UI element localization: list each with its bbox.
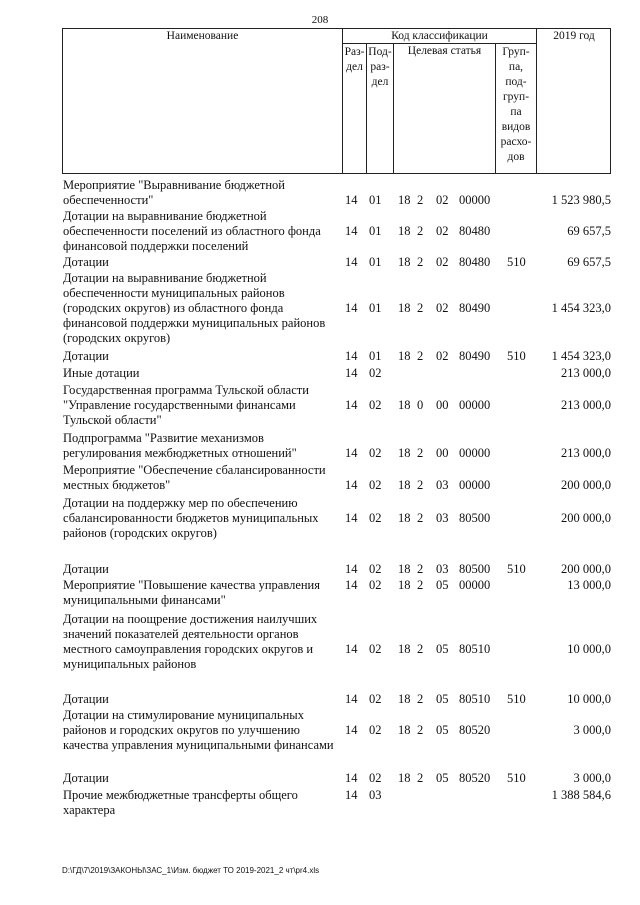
cell-target-program: 18 — [398, 692, 411, 706]
cell-amount: 200 000,0 — [561, 478, 611, 492]
header-razdel: Раз- дел — [344, 46, 365, 73]
cell-target-direction: 80480 — [459, 224, 491, 238]
cell-razdel: 14 — [345, 511, 358, 525]
table-header — [62, 28, 611, 174]
cell-amount: 1 523 980,5 — [551, 193, 611, 207]
row-name: Мероприятие "Выравнивание бюджетной обеспеченности" — [63, 178, 285, 207]
row-name: Иные дотации — [63, 366, 140, 380]
cell-razdel: 14 — [345, 642, 358, 656]
cell-target-direction: 00000 — [459, 478, 491, 492]
header-podrazdel: Под- раз- дел — [368, 46, 392, 88]
row-name: Дотации — [63, 771, 109, 785]
row-name: Дотации — [63, 692, 109, 706]
cell-razdel: 14 — [345, 366, 358, 380]
cell-razdel: 14 — [345, 692, 358, 706]
row-name: Государственная программа Тульской области "Управление государственными финансами Тульской области" — [63, 383, 309, 427]
cell-target-subprogram: 2 — [417, 692, 424, 706]
cell-razdel: 14 — [345, 446, 358, 460]
row-name: Дотации — [63, 349, 109, 363]
cell-target-program: 18 — [398, 446, 411, 460]
cell-amount: 1 454 323,0 — [551, 349, 611, 363]
cell-podrazdel: 02 — [369, 692, 382, 706]
row-name: Прочие межбюджетные трансферты общего характера — [63, 788, 298, 817]
cell-target-program: 18 — [398, 193, 411, 207]
table-row — [63, 612, 611, 672]
cell-target-subprogram: 2 — [417, 562, 424, 576]
cell-razdel: 14 — [345, 255, 358, 269]
file-path: D:\ГД\7\2019\ЗАКОНЫ\ЗАС_1\Изм. бюджет ТО 2019-2021_2 чт\pr4.xls — [62, 866, 320, 875]
page-number: 208 — [311, 14, 329, 26]
cell-amount: 10 000,0 — [567, 692, 611, 706]
cell-podrazdel: 02 — [369, 642, 382, 656]
row-name: Подпрограмма "Развитие механизмов регулирования межбюджетных отношений" — [63, 431, 297, 460]
cell-razdel: 14 — [345, 398, 358, 412]
cell-razdel: 14 — [345, 478, 358, 492]
cell-podrazdel: 02 — [369, 723, 382, 737]
table-row — [63, 771, 611, 786]
header-target: Целевая статья — [407, 45, 482, 57]
cell-target-subprogram: 2 — [417, 349, 424, 363]
cell-target-direction: 80500 — [459, 511, 491, 525]
cell-target-direction: 80500 — [459, 562, 491, 576]
cell-podrazdel: 01 — [369, 193, 382, 207]
table-row — [63, 578, 611, 608]
cell-podrazdel: 02 — [369, 478, 382, 492]
cell-target-subprogram: 0 — [417, 398, 424, 412]
cell-target-direction: 80520 — [459, 723, 491, 737]
row-name: Дотации на выравнивание бюджетной обеспеченности поселений из областного фонда финансовой поддержки поселений — [63, 209, 321, 253]
cell-podrazdel: 02 — [369, 366, 382, 380]
table-row — [63, 496, 611, 541]
row-name: Мероприятие "Повышение качества управления муниципальными финансами" — [63, 578, 320, 607]
table-row — [63, 431, 611, 461]
cell-razdel: 14 — [345, 788, 358, 802]
table-row — [63, 255, 611, 270]
cell-podrazdel: 02 — [369, 578, 382, 592]
cell-amount: 3 000,0 — [573, 771, 611, 785]
cell-razdel: 14 — [345, 578, 358, 592]
cell-target-program: 18 — [398, 723, 411, 737]
cell-razdel: 14 — [345, 562, 358, 576]
cell-amount: 69 657,5 — [567, 255, 611, 269]
cell-target-subprogram: 2 — [417, 255, 424, 269]
cell-amount: 69 657,5 — [567, 224, 611, 238]
cell-target-direction: 80520 — [459, 771, 491, 785]
cell-target-program: 18 — [398, 398, 411, 412]
cell-target-subprogram: 2 — [417, 193, 424, 207]
cell-podrazdel: 01 — [369, 224, 382, 238]
cell-razdel: 14 — [345, 224, 358, 238]
cell-target-event: 03 — [436, 562, 449, 576]
cell-target-program: 18 — [398, 255, 411, 269]
table-row — [63, 692, 611, 707]
cell-target-program: 18 — [398, 771, 411, 785]
cell-amount: 13 000,0 — [567, 578, 611, 592]
header-name: Наименование — [166, 30, 239, 42]
table-row — [63, 366, 611, 381]
cell-razdel: 14 — [345, 301, 358, 315]
cell-target-direction: 00000 — [459, 578, 491, 592]
cell-podrazdel: 02 — [369, 446, 382, 460]
row-name: Дотации — [63, 255, 109, 269]
cell-target-event: 05 — [436, 642, 449, 656]
cell-target-event: 05 — [436, 692, 449, 706]
cell-target-event: 00 — [436, 446, 449, 460]
cell-target-subprogram: 2 — [417, 446, 424, 460]
cell-target-direction: 80510 — [459, 692, 491, 706]
row-name: Дотации — [63, 562, 109, 576]
table-row — [63, 562, 611, 577]
cell-podrazdel: 01 — [369, 301, 382, 315]
cell-target-event: 03 — [436, 478, 449, 492]
cell-amount: 200 000,0 — [561, 562, 611, 576]
cell-razdel: 14 — [345, 193, 358, 207]
cell-amount: 1 388 584,6 — [551, 788, 611, 802]
cell-podrazdel: 02 — [369, 511, 382, 525]
table-row — [63, 463, 611, 493]
row-name: Дотации на поощрение достижения наилучших значений показателей деятельности органов местного самоуправления городских округов и муниципальных районов — [63, 612, 318, 671]
cell-target-event: 05 — [436, 723, 449, 737]
cell-amount: 1 454 323,0 — [551, 301, 611, 315]
cell-target-subprogram: 2 — [417, 642, 424, 656]
cell-amount: 3 000,0 — [573, 723, 611, 737]
header-code-group: Код классификации — [391, 30, 488, 42]
cell-target-event: 00 — [436, 398, 449, 412]
cell-target-event: 02 — [436, 255, 449, 269]
table-row — [63, 708, 611, 768]
cell-target-event: 05 — [436, 578, 449, 592]
cell-target-subprogram: 2 — [417, 578, 424, 592]
cell-target-direction: 00000 — [459, 398, 491, 412]
header-divider — [342, 43, 536, 44]
cell-target-direction: 00000 — [459, 193, 491, 207]
cell-razdel: 14 — [345, 349, 358, 363]
cell-target-program: 18 — [398, 562, 411, 576]
cell-target-subprogram: 2 — [417, 723, 424, 737]
row-name: Дотации на стимулирование муниципальных районов и городских округов по улучшению качества управления муниципальными финансами — [63, 708, 334, 752]
row-name: Дотации на выравнивание бюджетной обеспеченности муниципальных районов (городских округов) из областного фонда финансовой поддержки муниципальных районов (городских округов) — [63, 271, 326, 345]
cell-podrazdel: 03 — [369, 788, 382, 802]
cell-target-event: 02 — [436, 301, 449, 315]
cell-target-direction: 80510 — [459, 642, 491, 656]
cell-target-direction: 00000 — [459, 446, 491, 460]
table-row — [63, 178, 611, 208]
cell-expense-type: 510 — [507, 562, 526, 576]
header-divider — [393, 43, 394, 173]
cell-target-direction: 80490 — [459, 349, 491, 363]
cell-target-program: 18 — [398, 578, 411, 592]
cell-razdel: 14 — [345, 723, 358, 737]
cell-target-program: 18 — [398, 478, 411, 492]
cell-amount: 213 000,0 — [561, 446, 611, 460]
cell-amount: 200 000,0 — [561, 511, 611, 525]
cell-expense-type: 510 — [507, 692, 526, 706]
cell-target-event: 02 — [436, 193, 449, 207]
cell-target-event: 03 — [436, 511, 449, 525]
cell-target-program: 18 — [398, 642, 411, 656]
table-row — [63, 788, 611, 818]
header-year: 2019 год — [553, 30, 595, 42]
cell-target-direction: 80480 — [459, 255, 491, 269]
cell-target-program: 18 — [398, 224, 411, 238]
row-name: Дотации на поддержку мер по обеспечению сбалансированности бюджетов муниципальных районов (городских округов) — [63, 496, 319, 540]
cell-target-program: 18 — [398, 511, 411, 525]
cell-podrazdel: 02 — [369, 771, 382, 785]
table-row — [63, 209, 611, 254]
cell-target-subprogram: 2 — [417, 511, 424, 525]
cell-razdel: 14 — [345, 771, 358, 785]
table-row — [63, 271, 611, 346]
cell-amount: 10 000,0 — [567, 642, 611, 656]
cell-podrazdel: 01 — [369, 349, 382, 363]
cell-target-direction: 80490 — [459, 301, 491, 315]
row-name: Мероприятие "Обеспечение сбалансированности местных бюджетов" — [63, 463, 326, 492]
table-row — [63, 383, 611, 428]
cell-target-subprogram: 2 — [417, 771, 424, 785]
cell-podrazdel: 02 — [369, 398, 382, 412]
table-row — [63, 349, 611, 364]
cell-target-event: 02 — [436, 349, 449, 363]
cell-expense-type: 510 — [507, 349, 526, 363]
cell-target-subprogram: 2 — [417, 478, 424, 492]
cell-amount: 213 000,0 — [561, 398, 611, 412]
cell-target-event: 05 — [436, 771, 449, 785]
cell-target-program: 18 — [398, 301, 411, 315]
cell-target-program: 18 — [398, 349, 411, 363]
cell-podrazdel: 01 — [369, 255, 382, 269]
header-divider — [536, 29, 537, 173]
cell-target-subprogram: 2 — [417, 301, 424, 315]
cell-podrazdel: 02 — [369, 562, 382, 576]
cell-expense-type: 510 — [507, 255, 526, 269]
cell-expense-type: 510 — [507, 771, 526, 785]
cell-target-event: 02 — [436, 224, 449, 238]
header-vid: Груп- па, под- груп- па видов расхо- дов — [500, 46, 532, 163]
cell-target-subprogram: 2 — [417, 224, 424, 238]
cell-amount: 213 000,0 — [561, 366, 611, 380]
